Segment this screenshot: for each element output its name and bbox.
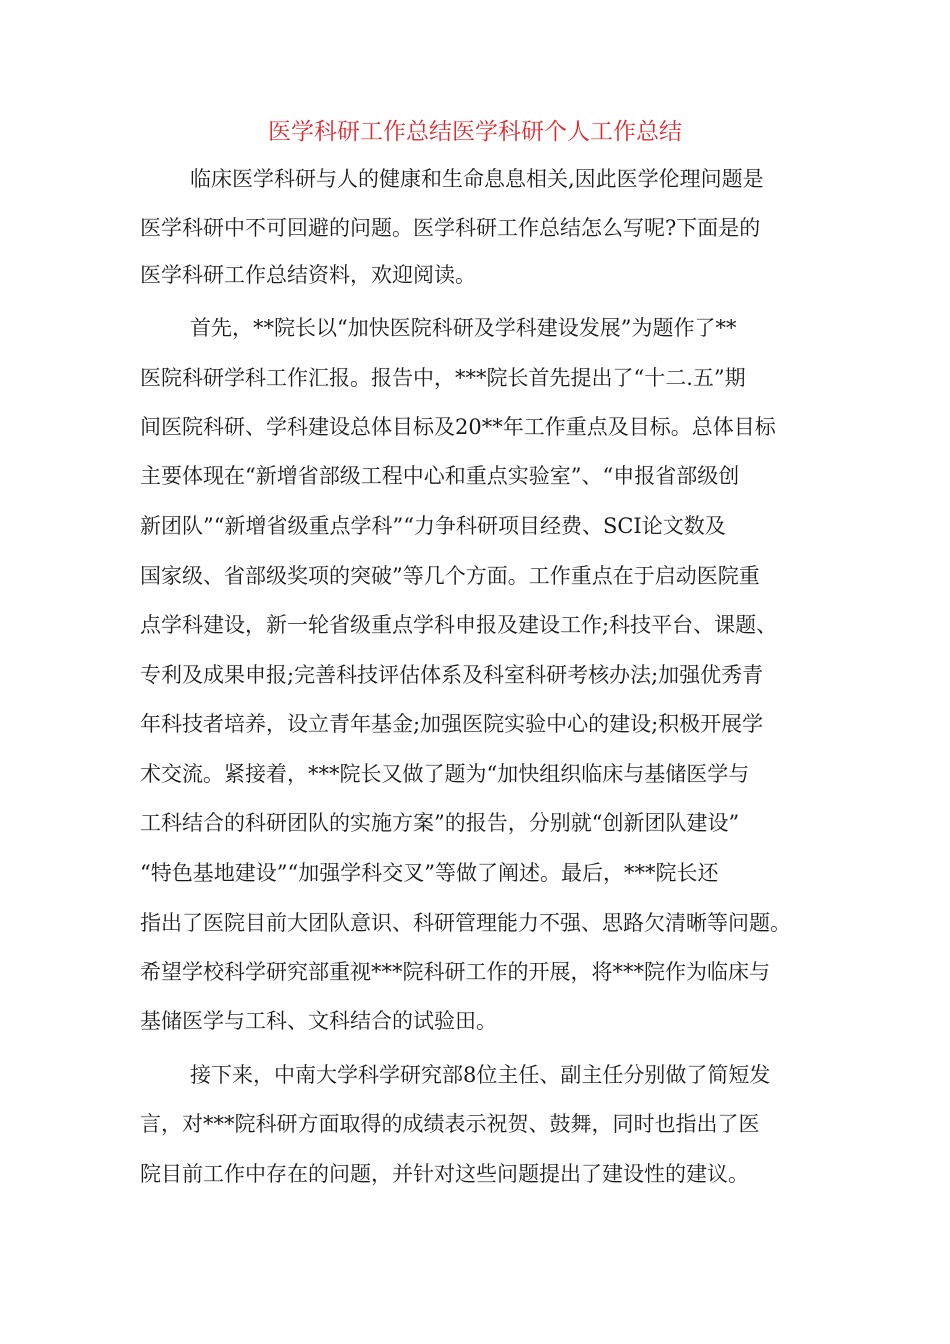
- paragraph-3-line-1: 接下来，中南大学科学研究部8位主任、副主任分别做了简短发: [190, 1063, 771, 1087]
- paragraph-2-line-11: 工科结合的科研团队的实施方案”的报告，分别就“创新团队建设”: [140, 811, 740, 835]
- paragraph-2-line-12: “特色基地建设”“加强学科交叉”等做了阐述。最后，***院长还: [140, 861, 719, 885]
- paragraph-2-line-5: 新团队”“新增省级重点学科”“力争科研项目经费、SCI论文数及: [140, 514, 726, 538]
- paragraph-2-line-13: 指出了医院目前大团队意识、科研管理能力不强、思路欠清晰等问题。: [140, 911, 791, 935]
- paragraph-3-line-2: 言，对***院科研方面取得的成绩表示祝贺、鼓舞，同时也指出了医: [140, 1112, 760, 1136]
- paragraph-2-line-8: 专利及成果申报;完善科技评估体系及科室科研考核办法;加强优秀青: [140, 663, 764, 687]
- paragraph-1-line-1: 临床医学科研与人的健康和生命息息相关,因此医学伦理问题是: [190, 167, 764, 191]
- paragraph-2-line-3: 间医院科研、学科建设总体目标及20**年工作重点及目标。总体目标: [140, 415, 776, 439]
- paragraph-2-line-6: 国家级、省部级奖项的突破”等几个方面。工作重点在于启动医院重: [140, 564, 760, 588]
- paragraph-2-line-1: 首先，**院长以“加快医院科研及学科建设发展”为题作了**: [190, 316, 737, 340]
- paragraph-2-line-2: 医院科研学科工作汇报。报告中，***院长首先提出了“十二.五”期: [140, 366, 746, 390]
- paragraph-2-line-4: 主要体现在“新增省部级工程中心和重点实验室”、“申报省部级创: [140, 464, 740, 488]
- paragraph-1-line-2: 医学科研中不可回避的问题。医学科研工作总结怎么写呢?下面是的: [140, 216, 761, 240]
- paragraph-1-line-3: 医学科研工作总结资料，欢迎阅读。: [140, 263, 476, 287]
- paragraph-2-line-15: 基储医学与工科、文科结合的试验田。: [140, 1009, 497, 1033]
- paragraph-2-line-10: 术交流。紧接着，***院长又做了题为“加快组织临床与基储医学与: [140, 762, 750, 786]
- document-title: 医学科研工作总结医学科研个人工作总结: [268, 119, 682, 145]
- paragraph-3-line-3: 院目前工作中存在的问题，并针对这些问题提出了建设性的建议。: [140, 1162, 749, 1186]
- paragraph-2-line-7: 点学科建设，新一轮省级重点学科申报及建设工作;科技平台、课题、: [140, 613, 778, 637]
- paragraph-2-line-9: 年科技者培养，设立青年基金;加强医院实验中心的建设;积极开展学: [140, 712, 764, 736]
- paragraph-2-line-14: 希望学校科学研究部重视***院科研工作的开展，将***院作为临床与: [140, 960, 770, 984]
